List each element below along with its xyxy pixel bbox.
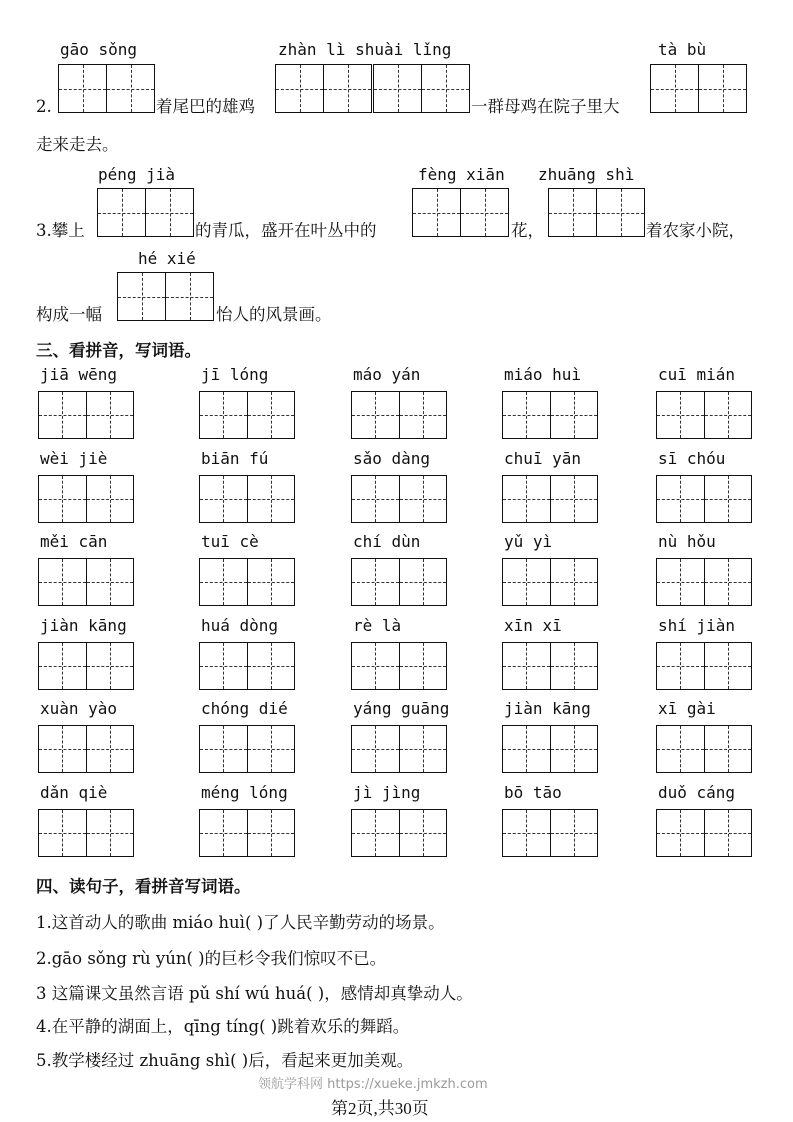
grid-answer-box[interactable] bbox=[656, 391, 752, 439]
grid-answer-box[interactable] bbox=[38, 809, 134, 857]
grid-pinyin: wèi jiè bbox=[40, 449, 108, 468]
grid-answer-box[interactable] bbox=[199, 642, 295, 690]
grid-answer-box[interactable] bbox=[199, 391, 295, 439]
grid-answer-box[interactable] bbox=[502, 391, 598, 439]
grid-pinyin: shí jiàn bbox=[658, 616, 736, 635]
grid-answer-box[interactable] bbox=[199, 809, 295, 857]
grid-pinyin: rè là bbox=[353, 616, 402, 635]
answer-box-zhuang-shi[interactable] bbox=[548, 188, 645, 237]
pinyin-ta-bu: tà bù bbox=[658, 40, 707, 59]
grid-answer-box[interactable] bbox=[38, 558, 134, 606]
grid-pinyin: cuī mián bbox=[658, 365, 736, 384]
grid-answer-box[interactable] bbox=[656, 809, 752, 857]
grid-answer-box[interactable] bbox=[38, 391, 134, 439]
answer-box-feng-xian[interactable] bbox=[412, 188, 509, 237]
grid-pinyin: méng lóng bbox=[201, 783, 288, 802]
grid-pinyin: chí dùn bbox=[353, 532, 421, 551]
pinyin-feng-xian: fèng xiān bbox=[418, 165, 505, 184]
grid-pinyin: jiàn kāng bbox=[40, 616, 127, 635]
question-3-text-1: 的青瓜，盛开在叶丛中的 bbox=[195, 221, 377, 240]
grid-pinyin: měi cān bbox=[40, 532, 108, 551]
grid-pinyin: máo yán bbox=[353, 365, 421, 384]
grid-answer-box[interactable] bbox=[351, 642, 447, 690]
grid-answer-box[interactable] bbox=[38, 642, 134, 690]
grid-answer-box[interactable] bbox=[656, 642, 752, 690]
grid-pinyin: jiā wēng bbox=[40, 365, 118, 384]
question-3-number: 3.攀上 bbox=[36, 221, 85, 240]
grid-pinyin: xīn xī bbox=[504, 616, 562, 635]
grid-answer-box[interactable] bbox=[502, 642, 598, 690]
grid-pinyin: sǎo dàng bbox=[353, 449, 431, 468]
grid-answer-box[interactable] bbox=[351, 809, 447, 857]
question-2-text-1: 着尾巴的雄鸡 bbox=[156, 97, 255, 116]
grid-answer-box[interactable] bbox=[38, 475, 134, 523]
answer-box-gao-song[interactable] bbox=[58, 64, 155, 113]
answer-box-zhan-li[interactable] bbox=[275, 64, 372, 113]
grid-pinyin: jì jìng bbox=[353, 783, 421, 802]
section-3-title: 三、看拼音，写词语。 bbox=[36, 341, 201, 360]
grid-answer-box[interactable] bbox=[656, 558, 752, 606]
grid-pinyin: yǔ yì bbox=[504, 532, 553, 551]
question-3-text-3: 着农家小院， bbox=[646, 221, 745, 240]
answer-box-ta-bu[interactable] bbox=[650, 64, 747, 113]
grid-answer-box[interactable] bbox=[502, 475, 598, 523]
pinyin-peng-jia: péng jià bbox=[98, 165, 176, 184]
grid-answer-box[interactable] bbox=[38, 725, 134, 773]
grid-pinyin: jiàn kāng bbox=[504, 699, 591, 718]
grid-answer-box[interactable] bbox=[502, 809, 598, 857]
grid-answer-box[interactable] bbox=[502, 558, 598, 606]
question-3-text-2: 花， bbox=[511, 221, 544, 240]
grid-pinyin: jī lóng bbox=[201, 365, 269, 384]
grid-answer-box[interactable] bbox=[656, 725, 752, 773]
sentence-1: 1.这首动人的歌曲 miáo huì( )了人民辛勤劳动的场景。 bbox=[36, 913, 445, 932]
grid-pinyin: dǎn qiè bbox=[40, 783, 108, 802]
question-2-text-2: 一群母鸡在院子里大 bbox=[471, 97, 620, 116]
grid-answer-box[interactable] bbox=[502, 725, 598, 773]
grid-pinyin: yáng guāng bbox=[353, 699, 450, 718]
question-3-text-5: 怡人的风景画。 bbox=[216, 305, 332, 324]
grid-pinyin: duǒ cáng bbox=[658, 783, 736, 802]
pinyin-he-xie: hé xié bbox=[138, 249, 196, 268]
grid-answer-box[interactable] bbox=[656, 475, 752, 523]
grid-pinyin: tuī cè bbox=[201, 532, 259, 551]
sentence-3: 3 这篇课文虽然言语 pǔ shí wú huá( )，感情却真挚动人。 bbox=[36, 984, 473, 1003]
grid-answer-box[interactable] bbox=[351, 558, 447, 606]
grid-answer-box[interactable] bbox=[199, 475, 295, 523]
grid-pinyin: sī chóu bbox=[658, 449, 726, 468]
grid-pinyin: xuàn yào bbox=[40, 699, 118, 718]
sentence-4: 4.在平静的湖面上，qīng tíng( )跳着欢乐的舞蹈。 bbox=[36, 1017, 410, 1036]
grid-answer-box[interactable] bbox=[351, 725, 447, 773]
grid-answer-box[interactable] bbox=[351, 391, 447, 439]
question-2-number: 2. bbox=[36, 97, 52, 116]
grid-pinyin: huá dòng bbox=[201, 616, 279, 635]
page-number: 第2页,共30页 bbox=[331, 1099, 429, 1118]
pinyin-zhuang-shi: zhuāng shì bbox=[538, 165, 635, 184]
pinyin-zhan-li-shuai-ling: zhàn lì shuài lǐng bbox=[278, 40, 452, 59]
grid-answer-box[interactable] bbox=[351, 475, 447, 523]
section-4-title: 四、读句子，看拼音写词语。 bbox=[36, 877, 251, 896]
question-2-text-3: 走来走去。 bbox=[36, 135, 119, 154]
grid-pinyin: miáo huì bbox=[504, 365, 582, 384]
grid-answer-box[interactable] bbox=[199, 558, 295, 606]
watermark: 领航学科网 https://xueke.jmkzh.com bbox=[258, 1077, 488, 1092]
grid-pinyin: bō tāo bbox=[504, 783, 562, 802]
answer-box-he-xie[interactable] bbox=[117, 272, 214, 321]
answer-box-shuai-ling[interactable] bbox=[373, 64, 470, 113]
pinyin-gao-song: gāo sǒng bbox=[60, 40, 138, 59]
grid-pinyin: chóng dié bbox=[201, 699, 288, 718]
grid-pinyin: xī gài bbox=[658, 699, 716, 718]
answer-box-peng-jia[interactable] bbox=[97, 188, 194, 237]
question-3-text-4: 构成一幅 bbox=[36, 305, 102, 324]
grid-pinyin: chuī yān bbox=[504, 449, 582, 468]
grid-pinyin: nù hǒu bbox=[658, 532, 716, 551]
sentence-5: 5.教学楼经过 zhuāng shì( )后，看起来更加美观。 bbox=[36, 1051, 414, 1070]
sentence-2: 2.gāo sǒng rù yún( )的巨杉令我们惊叹不已。 bbox=[36, 949, 387, 968]
grid-answer-box[interactable] bbox=[199, 725, 295, 773]
grid-pinyin: biān fú bbox=[201, 449, 269, 468]
